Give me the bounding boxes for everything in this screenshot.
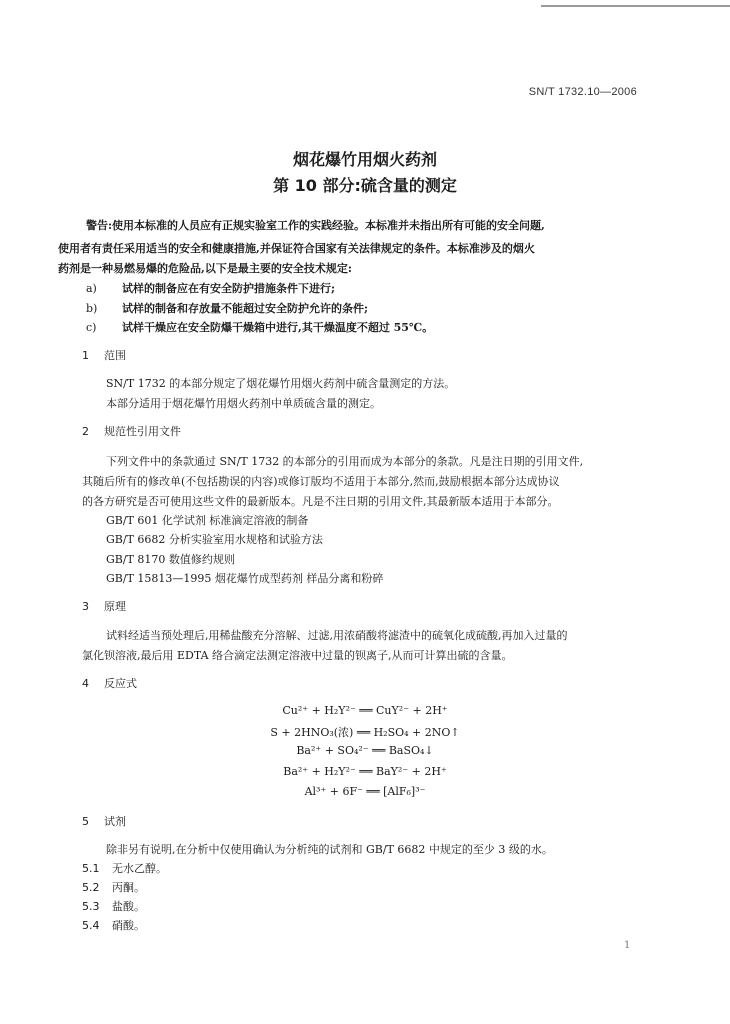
- section-4-heading: [82, 675, 137, 691]
- reagent-text: 硝酸。: [112, 919, 145, 932]
- section-number: 2: [82, 425, 89, 438]
- warning-line-1: 警告:使用本标准的人员应有正规实验室工作的实践经验。本标准并未指出所有可能的安全问题,: [86, 219, 545, 232]
- section-3-text: 试料经适当预处理后,用稀盐酸充分溶解、过滤,用浓硝酸将滤渣中的硫氧化成硫酸,再加入过量的: [106, 629, 568, 642]
- warning-item: [86, 318, 433, 337]
- warning-item: [86, 279, 335, 298]
- section-5-heading: [82, 813, 126, 829]
- section-1-heading: [82, 347, 126, 363]
- normative-reference: GB/T 6682 分析实验室用水规格和试验方法: [106, 533, 323, 546]
- chemical-equation: Cu²⁺ + H₂Y²⁻ ══ CuY²⁻ + 2H⁺: [282, 704, 448, 717]
- reagent-text: 丙酮。: [112, 881, 145, 894]
- section-2-text: 的各方研究是否可使用这些文件的最新版本。凡是不注日期的引用文件,其最新版本适用于本部分。: [82, 495, 559, 508]
- section-title: 范围: [104, 349, 126, 362]
- chemical-equation: Ba²⁺ + H₂Y²⁻ ══ BaY²⁻ + 2H⁺: [283, 765, 447, 778]
- warning-item-marker: c): [86, 321, 97, 334]
- chemical-equation: Al³⁺ + 6F⁻ ══ [AlF₆]³⁻: [304, 785, 426, 798]
- warning-item-marker: b): [86, 302, 98, 315]
- reagent-number: 5.4: [82, 919, 100, 932]
- warning-item-text: 试样干燥应在安全防爆干燥箱中进行,其干燥温度不超过 55℃。: [122, 321, 434, 334]
- section-number: 4: [82, 677, 89, 690]
- section-5-intro: 除非另有说明,在分析中仅使用确认为分析纯的试剂和 GB/T 6682 中规定的至少 3 级的水。: [106, 843, 553, 856]
- warning-line-2: 使用者有责任采用适当的安全和健康措施,并保证符合国家有关法律规定的条件。本标准涉及的烟火: [58, 242, 535, 255]
- reagent-text: 无水乙醇。: [112, 862, 167, 875]
- reagent-number: 5.3: [82, 900, 100, 913]
- reagent-item: [82, 916, 145, 935]
- section-3-text: 氯化钡溶液,最后用 EDTA 络合滴定法测定溶液中过量的钡离子,从而可计算出硫的含量。: [82, 649, 513, 662]
- document-subtitle: 第 10 部分:硫含量的测定: [273, 176, 457, 195]
- section-title: 试剂: [104, 815, 126, 828]
- section-number: 3: [82, 600, 89, 613]
- reagent-item: [82, 897, 145, 916]
- normative-reference: GB/T 8170 数值修约规则: [106, 553, 235, 566]
- warning-item: [86, 299, 368, 318]
- reagent-text: 盐酸。: [112, 900, 145, 913]
- warning-item-text: 试样的制备应在有安全防护措施条件下进行;: [122, 282, 336, 295]
- section-number: 5: [82, 815, 89, 828]
- page-number: 1: [624, 940, 631, 951]
- section-1-text: 本部分适用于烟花爆竹用烟火药剂中单质硫含量的测定。: [106, 397, 381, 410]
- section-title: 规范性引用文件: [104, 425, 181, 438]
- section-2-text: 下列文件中的条款通过 SN/T 1732 的本部分的引用而成为本部分的条款。凡是注日期的引用文件,: [106, 455, 584, 468]
- scan-edge-line: [541, 5, 730, 7]
- section-title: 原理: [104, 600, 126, 613]
- normative-reference: GB/T 601 化学试剂 标准滴定溶液的制备: [106, 514, 309, 527]
- reagent-item: [82, 859, 167, 878]
- section-2-heading: [82, 423, 181, 439]
- section-2-text: 其随后所有的修改单(不包括勘误的内容)或修订版均不适用于本部分,然而,鼓励根据本部分达成协议: [82, 475, 560, 488]
- normative-reference: GB/T 15813—1995 烟花爆竹成型药剂 样品分离和粉碎: [106, 572, 384, 585]
- section-number: 1: [82, 349, 89, 362]
- document-title: 烟花爆竹用烟火药剂: [292, 150, 437, 169]
- chemical-equation: Ba²⁺ + SO₄²⁻ ══ BaSO₄↓: [296, 744, 434, 757]
- warning-item-text: 试样的制备和存放量不能超过安全防护允许的条件;: [122, 302, 369, 315]
- reagent-number: 5.2: [82, 881, 100, 894]
- section-1-text: SN/T 1732 的本部分规定了烟花爆竹用烟火药剂中硫含量测定的方法。: [106, 377, 456, 390]
- standard-number: SN/T 1732.10—2006: [528, 86, 637, 98]
- section-3-heading: [82, 598, 126, 614]
- warning-line-3: 药剂是一种易燃易爆的危险品,以下是最主要的安全技术规定:: [58, 262, 352, 275]
- reagent-item: [82, 878, 145, 897]
- warning-item-marker: a): [86, 282, 97, 295]
- chemical-equation: S + 2HNO₃(浓) ══ H₂SO₄ + 2NO↑: [270, 726, 460, 739]
- reagent-number: 5.1: [82, 862, 100, 875]
- section-title: 反应式: [104, 677, 137, 690]
